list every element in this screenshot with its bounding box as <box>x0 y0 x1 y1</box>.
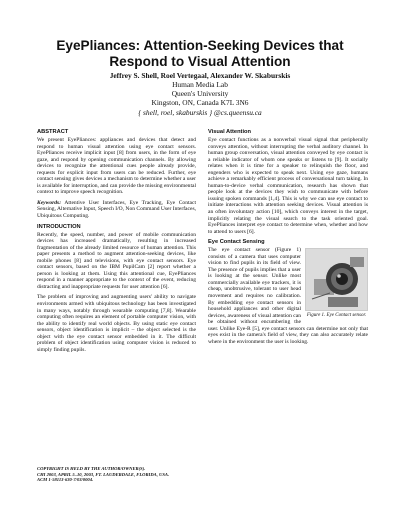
visual-attention-text: Eye contact functions as a nonverbal visual signal that peripherally conveys attention, without interrupting the verbal auditory channel. In human group conversation, visual attention conveyed by eye contact is a reliable indicator of whom one speaks or listens to [9]. It socially relates when it is time for a speaker to relinquish the floor, and engenders who is expected to speak next. Using eye gaze, humans achieve a remarkably efficient process of conversational turn taking. In human-to-device verbal communication, research has shown that people look at the devices they wish to communicate with before issuing spoken commands [1,4]. This is why we can use eye contact to initiate interactions with attention seeking devices. Visual attention is an often involuntary action [10], which conveys interest in the target, implicitly relating the visual search to the task oriented goal. EyePliances interpret eye contact to determine when, whether and how to attend to users [6]. <box>208 137 368 235</box>
abstract-text: We present EyePliances: appliances and devices that detect and respond to human visual attention using eye contact sensors. EyePliances receive implicit input [8] from users, in the form of eye gaze, and respond by opening communication channels. By allowing devices to recognize the attentional cues people already provide, requests for explicit input from users can be reduced. Further, eye contact sensing gives devices a mechanism to determine whether a user is available for interruption, and can provide the missing environmental context to improve speech recognition. <box>37 137 196 196</box>
author-list: Jeffrey S. Shell, Roel Vertegaal, Alexander W. Skaburskis <box>109 71 291 80</box>
affiliation-lab: Human Media Lab <box>172 80 228 89</box>
eye-contact-sensing-text: The eye contact sensor (Figure 1) consists of a camera that uses computer vision to find pupils in its field of view. The presence of pupils implies that a user is looking at the sensor. Unlike most commercially available eye trackers, it is cheap, unobtrusive, tolerant to user head movement and requires no calibration. By embedding eye contact sensors in household appliances and other digital devices, awareness of visual attention can be obtained without encumbering the user. Unlike Eye-R [5], eye contact sensors can determine not only that eyes exist in the camera's field of view, they can also accurately relate where in the environment the user is looking. <box>208 247 368 345</box>
left-column <box>37 129 196 357</box>
title-line-2: Respond to Visual Attention <box>109 53 291 69</box>
eye-contact-sensor-photo <box>305 248 368 311</box>
visual-attention-heading: Visual Attention <box>208 129 251 135</box>
figure-1-caption: Figure 1. Eye Contact sensor. <box>306 313 367 319</box>
paper-header <box>0 38 400 117</box>
introduction-paragraph-1: Recently, the speed, number, and power of mobile communication devices has increased dramatically, resulting in increased fragmentation of the already limited resource of human attention. This paper presents a method to augment attention-seeking devices, like mobile phones [8] and televisions, with eye contact sensors. Eye contact sensors, based on the IBM PupilCam [2] report whether a person is looking at them. Using this attentional cue, EyePliances respond in a manner appropriate to the context of the event, reducing distracting and inappropriate requests for user attention [6]. <box>37 231 196 290</box>
eye-contact-sensing-heading: Eye Contact Sensing <box>208 239 265 246</box>
introduction-heading: INTRODUCTION <box>37 223 81 230</box>
introduction-paragraph-2: The problem of improving and augmenting users' ability to navigate environments armed with ubiquitous technology has been investigated in many ways, notably through wearable computing [7,8]. Wearable computing often requires an element of portable computer vision, with the ability to identify real world objects. By using static eye contact sensors, object identification is implicit – the object selected is the object with the eye contact sensor embedded in it. The difficult problem of object identification using computer vision is reduced to simply finding pupils. <box>37 294 196 353</box>
copyright-line-2: CHI 2003, APRIL 5–10, 2003, FT. LAUDERDALE, FLORIDA, USA. <box>37 471 170 477</box>
keywords-label: Keywords: <box>37 199 62 206</box>
figure-1 <box>305 248 368 319</box>
affiliation-city: Kingston, ON, Canada K7L 3N6 <box>151 98 249 108</box>
title-line-1: EyePliances: Attention-Seeking Devices that <box>56 38 344 53</box>
paper-title <box>0 38 400 69</box>
right-column <box>208 129 368 349</box>
keywords-paragraph <box>37 200 196 220</box>
affiliation-university: Queen's University <box>171 89 229 99</box>
author-emails: { shell, roel, skaburskis } @cs.queensu.ca <box>138 107 262 117</box>
abstract-heading: ABSTRACT <box>37 129 69 135</box>
copyright-notice <box>37 466 196 483</box>
camera-sensor-illustration <box>306 249 368 311</box>
keywords-text: Attentive User Interfaces, Eye Tracking, Eye Contact Sensing, Alternative Input, Speech I/O, Non Command User Interfaces, Ubiquitous Computing. <box>37 199 196 220</box>
copyright-line-3: ACM 1-58113-630-7/03/0004. <box>37 477 94 483</box>
copyright-line-1: COPYRIGHT IS HELD BY THE AUTHOR/OWNER(S). <box>37 466 146 471</box>
